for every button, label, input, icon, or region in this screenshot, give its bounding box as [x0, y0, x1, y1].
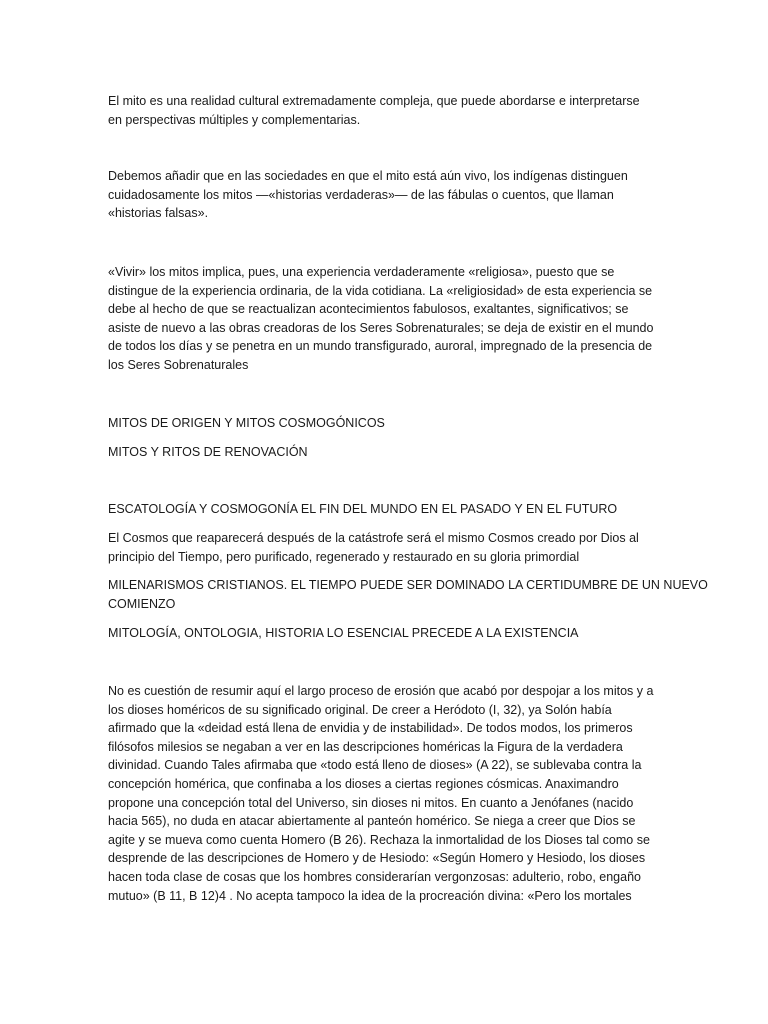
text-line: en perspectivas múltiples y complementarias.: [108, 112, 361, 127]
text-line: divinidad. Cuando Tales afirmaba que «todo está lleno de dioses» (A 22), se sublevaba contra la: [108, 758, 642, 773]
text-line: de todos los días y se penetra en un mundo transfigurado, auroral, impregnado de la presencia de: [108, 339, 653, 354]
text-line: Debemos añadir que en las sociedades en que el mito está aún vivo, los indígenas distinguen: [108, 169, 628, 183]
heading-renewal-rites: [108, 443, 668, 462]
heading-eschatology: [108, 500, 668, 519]
section-heading: COMIENZO: [108, 596, 176, 611]
text-line: mutuo» (B 11, B 12)4 . No acepta tampoco la idea de la procreación divina: «Pero los mortales: [108, 888, 632, 903]
paragraph-homeric-gods: [108, 682, 668, 905]
text-line: «Vivir» los mitos implica, pues, una experiencia verdaderamente «religiosa», puesto que se: [108, 265, 615, 279]
text-line: principio del Tiempo, pero purificado, regenerado y restaurado en su gloria primordial: [108, 549, 580, 564]
text-line: hacia 565), no duda en atacar abiertamente al panteón homérico. Se niega a creer que Dios se: [108, 814, 636, 829]
heading-mythology-ontology: [108, 624, 668, 643]
text-line: asiste de nuevo a las obras creadoras de los Seres Sobrenaturales; se deja de existir en el mundo: [108, 320, 654, 335]
section-heading: MITOS Y RITOS DE RENOVACIÓN: [108, 445, 308, 459]
text-line: desprende de las descripciones de Homero y de Hesiodo: «Según Homero y Hesiodo, los dioses: [108, 851, 646, 866]
text-line: agite y se mueva como cuenta Homero (B 26). Rechaza la inmortalidad de los Dioses tal como se: [108, 832, 650, 847]
text-line: El mito es una realidad cultural extremadamente compleja, que puede abordarse e interpretarse: [108, 94, 640, 108]
heading-millenarianism: [108, 576, 708, 613]
section-heading: MITOLOGÍA, ONTOLOGIA, HISTORIA LO ESENCIAL PRECEDE A LA EXISTENCIA: [108, 626, 579, 640]
text-line: hacen toda clase de cosas que los hombres considerarían vergonzosas: adulterio, robo, engaño: [108, 869, 641, 884]
text-line: afirmado que la «deidad está llena de envidia y de instabilidad». De todos modos, los primeros: [108, 721, 633, 736]
text-line: El Cosmos que reaparecerá después de la catástrofe será el mismo Cosmos creado por Dios al: [108, 531, 639, 545]
paragraph-cosmos: [108, 529, 668, 566]
section-heading: ESCATOLOGÍA Y COSMOGONÍA EL FIN DEL MUNDO EN EL PASADO Y EN EL FUTURO: [108, 502, 618, 516]
text-line: distingue de la experiencia ordinaria, de la vida cotidiana. La «religiosidad» de esta experiencia se: [108, 283, 653, 298]
heading-origin-myths: [108, 414, 668, 433]
paragraph-intro: [108, 92, 668, 129]
text-line: «historias falsas».: [108, 206, 209, 221]
text-line: No es cuestión de resumir aquí el largo proceso de erosión que acabó por despojar a los mitos y a: [108, 684, 654, 698]
text-line: propone una concepción total del Universo, sin dioses ni mitos. En cuanto a Jenófanes (nacido: [108, 795, 634, 810]
text-line: concepción homérica, que confinaba a los dioses a ciertas regiones cósmicas. Anaximandro: [108, 776, 619, 791]
paragraph-indigenous-myths: [108, 167, 668, 223]
text-line: cuidadosamente los mitos —«historias verdaderas»— de las fábulas o cuentos, que llaman: [108, 187, 614, 202]
section-heading: MITOS DE ORIGEN Y MITOS COSMOGÓNICOS: [108, 416, 385, 430]
paragraph-living-myths: [108, 263, 668, 375]
text-line: los dioses homéricos de su significado original. De creer a Heródoto (I, 32), ya Solón había: [108, 702, 612, 717]
text-line: los Seres Sobrenaturales: [108, 357, 249, 372]
text-line: debe al hecho de que se reactualizan acontecimientos fabulosos, exaltantes, significativos; se: [108, 302, 629, 317]
text-line: filósofos milesios se negaban a ver en las descripciones homéricas la Figura de la verdadera: [108, 739, 623, 754]
section-heading: MILENARISMOS CRISTIANOS. EL TIEMPO PUEDE SER DOMINADO LA CERTIDUMBRE DE UN NUEVO: [108, 578, 708, 592]
